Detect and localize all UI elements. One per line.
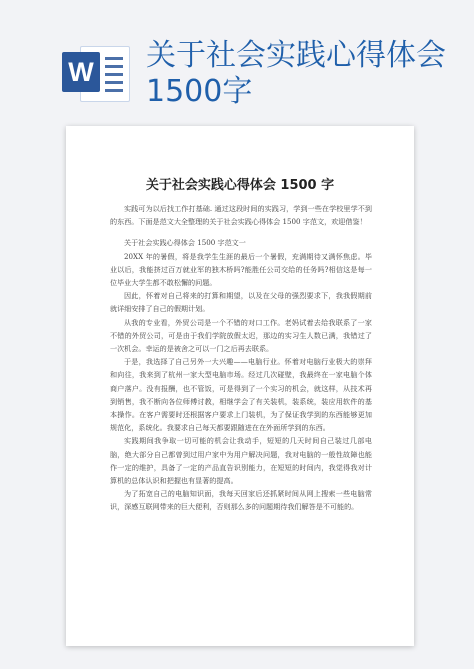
document-page	[66, 126, 414, 646]
paragraph: 实践期间我争取一切可能的机会让我动手，短短的几天时间自己装过几部电脑，绝大部分自己都曾到过用户家中为用户解决问题，我对电脑的一般性故障也能作一定的维护，具备了一定的产品直告识别能力，在短短的时间内，我觉得我对计算机的总体认识和把握也有显著的提高。	[110, 436, 372, 486]
word-letter-badge: W	[62, 52, 100, 92]
paragraph: 于是，我选择了自己另外一大兴趣——电脑行业。怀着对电脑行业极大的崇拜和向往，我来到了杭州一家大型电脑市场。经过几次碰壁，我最终在一家电脑个体商户落户。没有报酬，也不管饭，可是得到了一个实习的机会，就这样，从技术再到销售，我不断向各位师傅讨教，相继学会了有关装机，装系统，装应用软件的基本操作。在客户需要时还根据客户要求上门装机，为了保证我学到的东西能够更加规范化，系统化。我要求自己每天都要跟随进在在外面所学到的东西。	[110, 357, 372, 433]
paragraph-intro: 实践可为以后找工作打基础. 通过这段时间的实践习，学到一些在学校里学不到的东西。下面是范文大全整理的关于社会实践心得体会 1500 字范文，欢迎借鉴！	[110, 204, 372, 227]
page-title	[146, 38, 466, 110]
paragraph: 因此，怀着对自己将来的打算和期望，以及在父母的强烈要求下，我我假期前就详细安排了自己的假期计划。	[110, 291, 372, 314]
paragraph: 为了拓宽自己的电脑知识面，我每天回家后还抓紧时间从网上搜索一些电脑常识，深感互联网带来的巨大便利，否则那么多的问题期待我们解答是不可能的。	[110, 489, 372, 512]
header	[0, 0, 474, 120]
paragraph: 从我的专业看，外贸公司是一个不错的对口工作。老妈试着去给我联系了一家不错的外贸公司，可是由于我们学院放假太迟，那边的实习生人数已满，我错过了一次机会。幸运的是被舍之可以一门之后再去联系。	[110, 317, 372, 354]
document-title: 关于社会实践心得体会 1500 字	[145, 178, 335, 193]
page-title-line-1: 关于社会实践心得体会	[146, 38, 446, 73]
page-title-line-2: 1500字	[146, 74, 253, 109]
document-body	[110, 202, 372, 514]
paragraph: 20XX 年的暑假，将是我学生生涯的最后一个暑假，充满期待又满怀焦虑。毕业以后，我能挤过百万就业军的独木桥吗?能胜任公司交给的任务吗?相信这是每一位毕业大学生都不敢松懈的问题。	[110, 251, 372, 288]
word-icon	[62, 44, 130, 102]
paragraph-section-heading: 关于社会实践心得体会 1500 字范文一	[124, 238, 246, 248]
